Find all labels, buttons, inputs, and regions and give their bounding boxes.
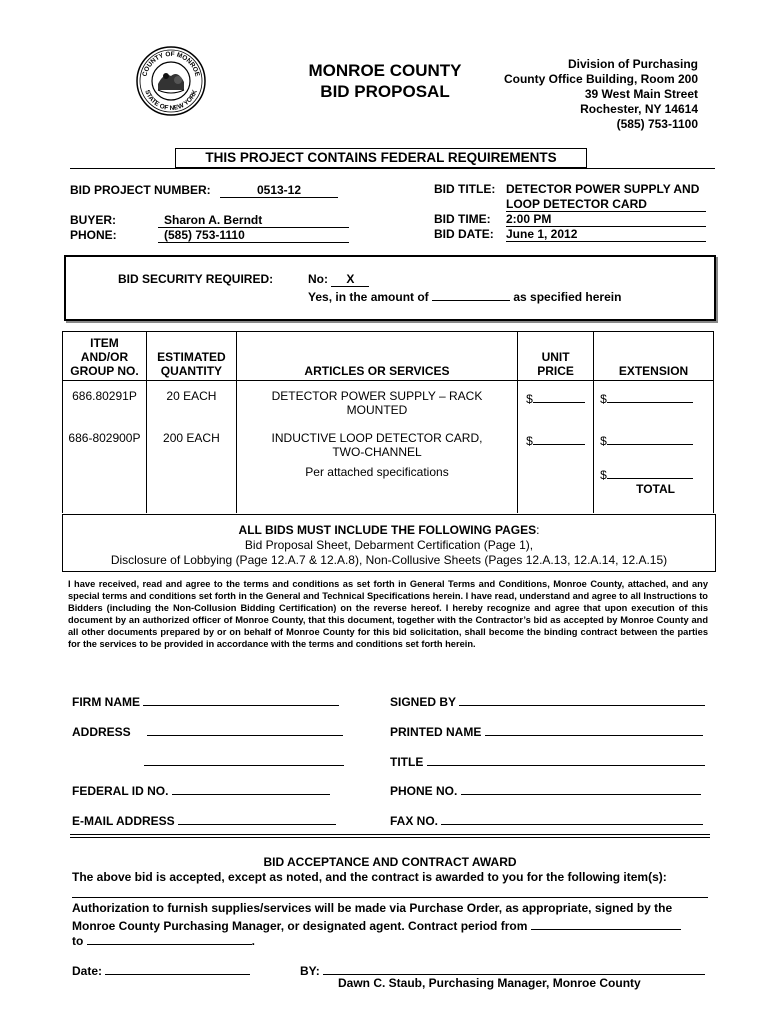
- address-field[interactable]: [147, 722, 343, 736]
- award-auth-line2: Monroe County Purchasing Manager, or designated agent. Contract period from: [72, 919, 528, 933]
- email-row: [72, 811, 336, 828]
- project-number-value: 0513-12: [220, 183, 338, 198]
- bid-title-line2-row: [506, 197, 706, 212]
- division-address: [470, 57, 698, 132]
- contract-start-field[interactable]: [531, 916, 681, 930]
- required-pages-heading: ALL BIDS MUST INCLUDE THE FOLLOWING PAGES: [238, 523, 537, 537]
- address-line2-row: [144, 752, 344, 769]
- items-table: [62, 331, 714, 513]
- security-yes-suffix: as specified herein: [513, 290, 622, 304]
- award-signer-name: Dawn C. Staub, Purchasing Manager, Monroe County: [338, 976, 641, 990]
- extension-field[interactable]: $: [594, 381, 714, 424]
- printed-name-label: PRINTED NAME: [390, 725, 482, 739]
- item-quantity: 20 EACH: [146, 381, 236, 424]
- section-divider: [70, 834, 710, 838]
- phone-value: (585) 753-1110: [158, 228, 349, 243]
- project-number-label: BID PROJECT NUMBER:: [70, 183, 211, 197]
- unit-price-field[interactable]: $: [518, 381, 594, 424]
- title-row: [390, 752, 705, 769]
- project-number-row: [70, 183, 338, 198]
- phone-no-row: [390, 781, 701, 798]
- division-street: 39 West Main Street: [584, 87, 698, 101]
- award-line1: The above bid is accepted, except as noted, and the contract is awarded to you for the following item(s):: [72, 870, 667, 884]
- security-no-value: X: [331, 272, 369, 287]
- division-building: County Office Building, Room 200: [503, 72, 698, 86]
- division-phone: (585) 753-1100: [616, 117, 698, 131]
- printed-name-row: [390, 722, 703, 739]
- title-line2: BID PROPOSAL: [320, 82, 450, 101]
- email-label: E-MAIL ADDRESS: [72, 814, 175, 828]
- address-line2-field[interactable]: [144, 752, 344, 766]
- firm-name-label: FIRM NAME: [72, 695, 140, 709]
- header-extension: EXTENSION: [594, 332, 714, 381]
- total-label: TOTAL: [636, 482, 675, 496]
- bid-time-row: [434, 212, 706, 227]
- required-pages-box: ALL BIDS MUST INCLUDE THE FOLLOWING PAGES: Bid Proposal Sheet, Debarment Certification (Page 1), Disclosure of Lobbying (Page 12.A.7 & 12.A.8), Non-Collusive Sheets (Pages 12.A.13, 12.A.14, 12.A.15): [62, 514, 716, 572]
- phone-no-field[interactable]: [461, 781, 701, 795]
- federal-notice-rule: [70, 168, 715, 169]
- award-by-label: BY:: [300, 964, 320, 978]
- total-field[interactable]: $ TOTAL: [594, 465, 714, 513]
- award-auth-line1: Authorization to furnish supplies/services will be made via Purchase Order, as appropriate, signed by the: [72, 901, 673, 915]
- item-description: DETECTOR POWER SUPPLY – RACK MOUNTED: [236, 381, 517, 424]
- contract-end-field[interactable]: [87, 931, 252, 945]
- item-number: 686.80291P: [63, 381, 147, 424]
- bid-date-value: June 1, 2012: [506, 227, 706, 242]
- buyer-label: BUYER:: [70, 213, 117, 227]
- phone-no-label: PHONE NO.: [390, 784, 458, 798]
- required-pages-line2: Bid Proposal Sheet, Debarment Certification (Page 1),: [244, 538, 534, 552]
- security-yes-text: Yes, in the amount of: [308, 290, 429, 304]
- printed-name-field[interactable]: [485, 722, 703, 736]
- phone-label: PHONE:: [70, 228, 117, 242]
- fax-no-label: FAX NO.: [390, 814, 439, 828]
- firm-name-row: [72, 692, 339, 709]
- address-label: ADDRESS: [72, 725, 131, 739]
- specs-row: [63, 465, 714, 513]
- item-number: 686-802900P: [63, 423, 147, 465]
- terms-paragraph: I have received, read and agree to the terms and conditions as set forth in General Terms and Conditions, Monroe County, attached, and any special terms and conditions set forth in the General and Technical Specifications herein. I have read, understand and agree to all Instructions to Bidders (including the Non-Collusion Bidding Certification) on the reverse hereof. I hereby recognize and agree that upon execution of this document by an authorized officer of Monroe County, that this document, together with the Contractor’s bid as accepted by Monroe County and all other documents prepared by or on behalf of Monroe County for this bid solicitation, shall become the binding contract between the parties for the services to be provided in accordance with the terms and conditions set forth herein.: [68, 579, 708, 649]
- table-header-row: [63, 332, 714, 381]
- table-row: [63, 381, 714, 424]
- unit-price-field[interactable]: $: [518, 423, 594, 465]
- buyer-value: Sharon A. Berndt: [158, 213, 349, 228]
- federal-id-label: FEDERAL ID NO.: [72, 784, 169, 798]
- fax-no-field[interactable]: [441, 811, 703, 825]
- required-pages-line3: Disclosure of Lobbying (Page 12.A.7 & 12.A.8), Non-Collusive Sheets (Pages 12.A.13, 12.A.14, 12.A.15): [110, 553, 668, 567]
- bid-title-row: [434, 182, 714, 196]
- header-articles: ARTICLES OR SERVICES: [236, 332, 517, 381]
- firm-name-field[interactable]: [143, 692, 339, 706]
- bid-title-label: BID TITLE:: [434, 182, 496, 196]
- security-no-label: No:: [308, 272, 328, 286]
- federal-notice: THIS PROJECT CONTAINS FEDERAL REQUIREMENTS: [175, 148, 587, 168]
- table-row: [63, 423, 714, 465]
- bid-title-line1: DETECTOR POWER SUPPLY AND: [506, 182, 700, 196]
- federal-id-field[interactable]: [172, 781, 330, 795]
- bid-date-label: BID DATE:: [434, 227, 494, 241]
- award-date-label: Date:: [72, 964, 103, 978]
- division-name: Division of Purchasing: [567, 57, 698, 71]
- title-field[interactable]: [427, 752, 705, 766]
- bid-title-line2: LOOP DETECTOR CARD: [506, 197, 706, 212]
- phone-row: [70, 228, 349, 243]
- item-description: INDUCTIVE LOOP DETECTOR CARD, TWO-CHANNEL: [236, 423, 517, 465]
- signed-by-label: SIGNED BY: [390, 695, 456, 709]
- item-quantity: 200 EACH: [146, 423, 236, 465]
- bid-time-value: 2:00 PM: [506, 212, 706, 227]
- title-label: TITLE: [390, 755, 424, 769]
- signed-by-field[interactable]: [459, 692, 705, 706]
- award-heading: BID ACCEPTANCE AND CONTRACT AWARD: [263, 855, 517, 869]
- award-date-field[interactable]: [105, 961, 250, 975]
- security-no-row: [308, 272, 369, 287]
- address-row: [72, 722, 343, 739]
- award-date-row: [72, 961, 250, 978]
- signed-by-row: [390, 692, 705, 709]
- county-seal-icon: [136, 46, 206, 116]
- award-items-field[interactable]: [72, 897, 708, 898]
- bid-date-row: [434, 227, 706, 242]
- header-unit-price: UNIT PRICE: [518, 332, 594, 381]
- header-quantity: ESTIMATED QUANTITY: [146, 332, 236, 381]
- bid-time-label: BID TIME:: [434, 212, 491, 226]
- bid-security-label: BID SECURITY REQUIRED:: [118, 272, 274, 286]
- extension-field[interactable]: $: [594, 423, 714, 465]
- title-line1: MONROE COUNTY: [308, 61, 462, 80]
- federal-id-row: [72, 781, 330, 798]
- security-yes-row: [308, 287, 621, 304]
- seal-bottom-text: STATE OF NEW YORK: [143, 88, 199, 113]
- header-item: ITEM AND/OR GROUP NO.: [63, 332, 147, 381]
- email-field[interactable]: [178, 811, 336, 825]
- contract-to-label: to: [72, 934, 84, 948]
- buyer-row: [70, 213, 349, 228]
- seal-top-text: COUNTY OF MONROE: [141, 50, 201, 78]
- fax-no-row: [390, 811, 703, 828]
- security-amount-field[interactable]: [432, 287, 510, 301]
- specs-note: Per attached specifications: [236, 465, 517, 513]
- award-signature-field[interactable]: [323, 961, 705, 975]
- document-title: [280, 60, 490, 102]
- contract-end-row: to .: [72, 931, 255, 948]
- division-city: Rochester, NY 14614: [580, 102, 698, 116]
